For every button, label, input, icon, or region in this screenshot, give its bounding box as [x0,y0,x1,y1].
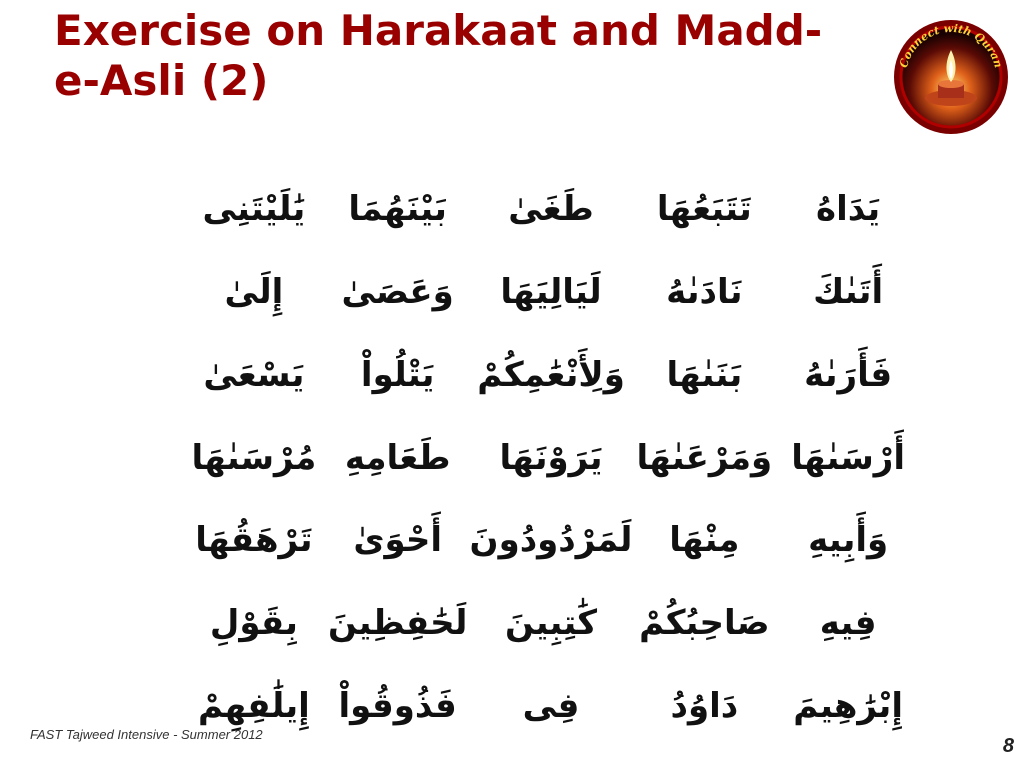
exercise-word: بِقَوْلِ [209,603,298,644]
exercise-word: فَأَرَىٰهُ [804,354,893,395]
exercise-word: إِبْرَٰهِيمَ [793,686,903,727]
exercise-word: يَرَوْنَهَا [499,437,603,478]
exercise-word: نَادَىٰهُ [666,271,743,312]
slide-title [54,6,884,106]
connect-with-quran-logo [892,18,1010,136]
exercise-word: تَتَبَعُهَا [656,189,752,230]
exercise-word: وَلِأَنْعَٰمِكُمْ [477,354,625,395]
exercise-word: مِنْهَا [669,520,740,561]
exercise-word: يَتْلُواْ [360,354,435,395]
exercise-word: وَعَصَىٰ [341,271,454,312]
exercise-word: صَاحِبُكُمْ [639,603,770,644]
exercise-word: طَعَامِهِ [344,437,451,478]
exercise-grid [182,168,920,748]
exercise-word: لَحَٰفِظِينَ [328,603,468,644]
exercise-word: تَرْهَقُهَا [195,520,313,561]
candle-flame-icon [892,18,1010,136]
exercise-word: يَدَاهُ [816,189,881,230]
exercise-word: يَسْعَىٰ [203,354,305,395]
exercise-word: فِيهِ [819,603,877,644]
exercise-word: بَيْنَهُمَا [348,189,447,230]
exercise-word: أَرْسَىٰهَا [791,437,905,478]
exercise-word: إِيلَٰفِهِمْ [197,686,310,727]
exercise-word: يَٰلَيْتَنِى [202,189,306,230]
exercise-word: أَتَىٰكَ [813,271,884,312]
slide-title-line-1: Exercise on Harakaat and Madd- [54,6,823,55]
exercise-word: لَمَرْدُودُونَ [469,520,633,561]
slide-title-line-2: e-Asli (2) [54,56,269,105]
exercise-word: كَٰتِبِينَ [505,603,598,644]
exercise-word: أَحْوَىٰ [353,520,442,561]
exercise-word: وَمَرْعَىٰهَا [636,437,773,478]
page-number: 8 [1002,735,1014,757]
exercise-word: لَيَالِيَهَا [500,271,602,312]
exercise-word: إِلَىٰ [224,271,284,312]
logo-text: Connect with Quran [897,21,1005,70]
exercise-word: دَاوُدُ [670,686,739,727]
exercise-word: وَأَبِيهِ [808,520,889,561]
exercise-word: فَذُوقُواْ [338,686,457,727]
exercise-word: فِى [522,686,580,727]
exercise-word: طَغَىٰ [508,189,594,230]
footer-text: FAST Tajweed Intensive - Summer 2012 [30,727,263,742]
exercise-word: مُرْسَىٰهَا [191,437,317,478]
exercise-word: بَنَىٰهَا [666,354,743,395]
